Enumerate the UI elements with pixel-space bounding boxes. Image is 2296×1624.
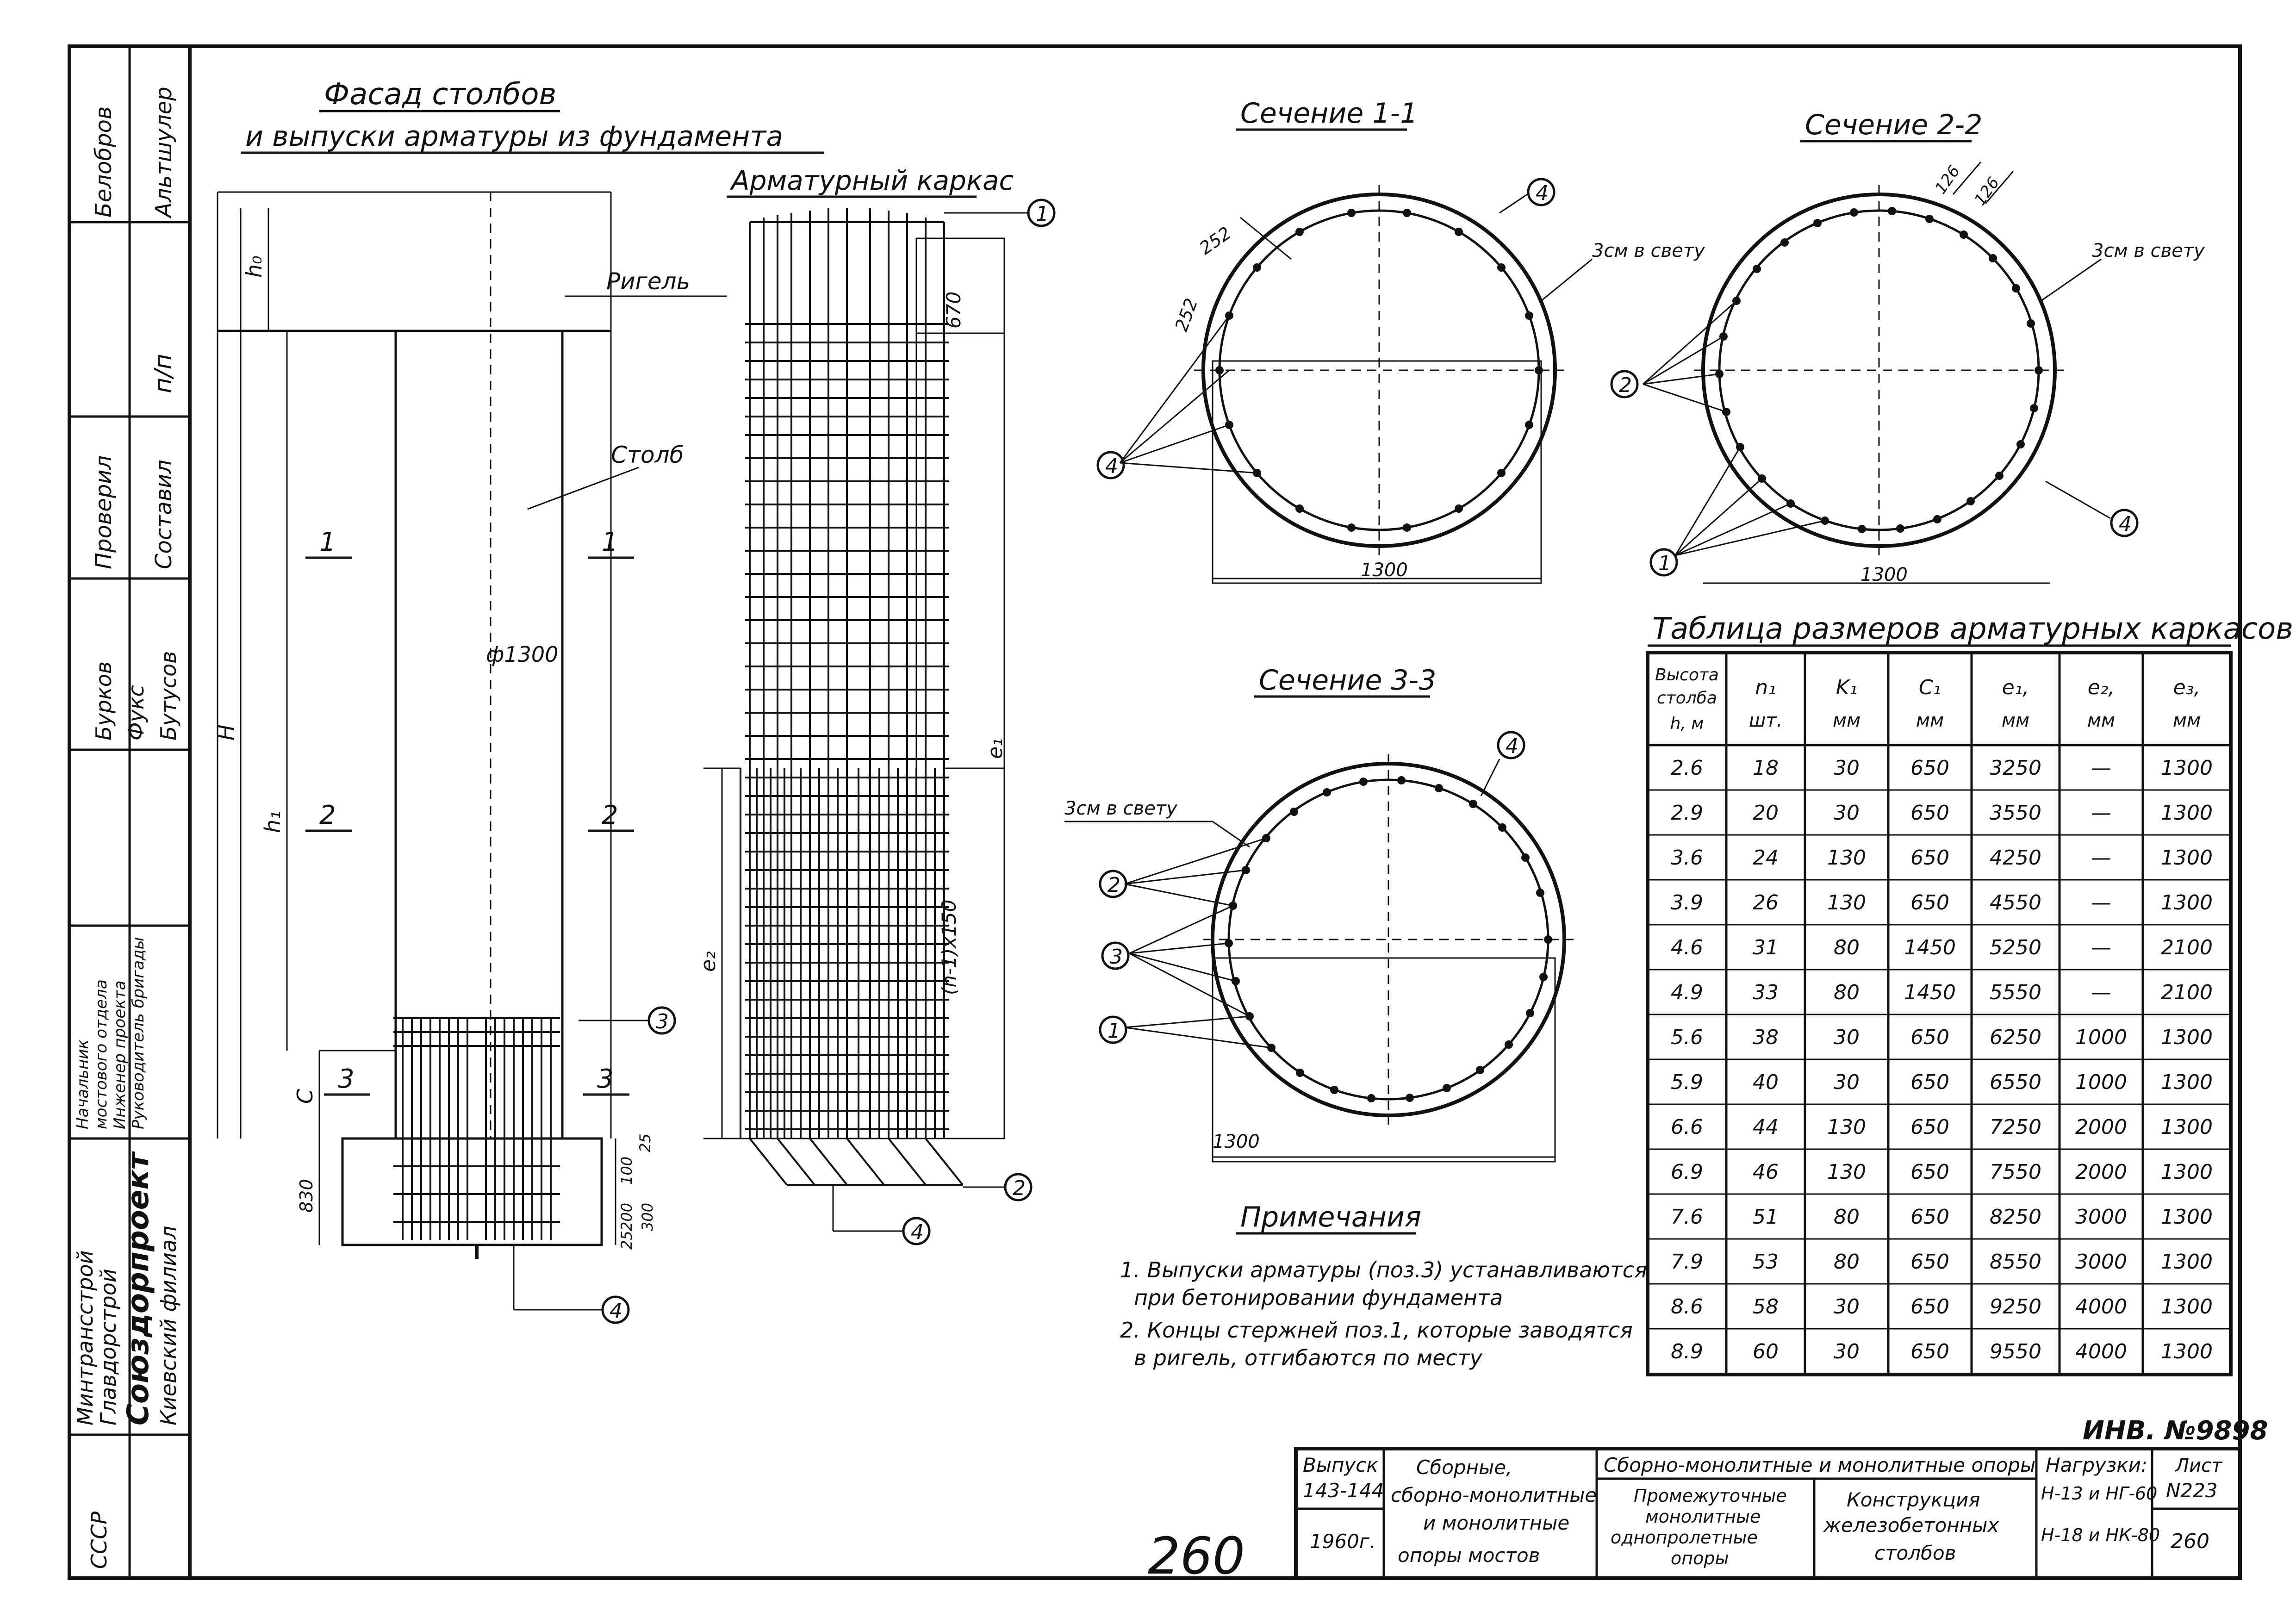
- table-cell: 80: [1834, 981, 1860, 1004]
- table-cell: —: [2091, 756, 2111, 780]
- facade-pos3: 3: [656, 1010, 669, 1033]
- section-mark-2-right: 2: [602, 800, 618, 830]
- section-mark-1-left: 1: [319, 527, 336, 557]
- tb-sheet-label: Лист: [2175, 1455, 2222, 1476]
- sec11-dim-1300: 1300: [1361, 560, 1408, 581]
- sec11-pos4-left: 4: [1105, 454, 1118, 478]
- table-cell: 5550: [1990, 981, 2041, 1004]
- sec11-pos4-top: 4: [1536, 181, 1549, 205]
- tb-sub1-l4: опоры: [1671, 1548, 1729, 1568]
- th-5-l3: мм: [2087, 710, 2116, 731]
- table-cell: 1300: [2161, 1340, 2213, 1363]
- table-cell: 60: [1753, 1340, 1779, 1363]
- stamp-c2: Составил: [151, 460, 177, 569]
- frame-dim-spacing: (n-1)x150: [938, 899, 960, 995]
- table-cell: 650: [1910, 1295, 1949, 1319]
- table-cell: 6.9: [1671, 1160, 1703, 1184]
- stamp-a2: Альтшулер: [151, 87, 177, 218]
- sec22-pos4: 4: [2119, 512, 2132, 536]
- tb-series-l4: опоры мостов: [1398, 1544, 1540, 1567]
- facade-dim-25a: 25: [636, 1133, 654, 1152]
- table-cell: 1300: [2161, 891, 2213, 915]
- stamp-e2: мостового отдела: [92, 979, 111, 1129]
- stamp-e1: Начальник: [74, 1039, 92, 1129]
- th-5-l2: e₂,: [2087, 676, 2115, 699]
- th-3-l3: мм: [1916, 710, 1944, 731]
- table-cell: 30: [1834, 1295, 1860, 1319]
- stamp-f3: Союздорпроект: [121, 1152, 156, 1425]
- frame-pos1: 1: [1036, 202, 1049, 226]
- sec11-dim-252b: 252: [1171, 295, 1202, 334]
- frame-title: Арматурный каркас: [731, 165, 1014, 196]
- table-cell: 30: [1834, 1070, 1860, 1094]
- table-cell: 58: [1753, 1295, 1779, 1319]
- tb-year: 1960г.: [1310, 1530, 1376, 1553]
- table-cell: —: [2091, 981, 2111, 1004]
- sec22-dim-126b: 126: [1971, 174, 2004, 209]
- table-cell: 1300: [2161, 1250, 2213, 1274]
- th-1-l3: шт.: [1748, 710, 1783, 731]
- table-cell: 1300: [2161, 1115, 2213, 1139]
- stamp-e3: Инженер проекта: [111, 980, 129, 1129]
- table-cell: 8.6: [1671, 1295, 1703, 1319]
- table-cell: 53: [1753, 1250, 1779, 1274]
- table-cell: 1450: [1904, 936, 1956, 959]
- th-6-l2: e₃,: [2173, 676, 2201, 699]
- table-cell: 2000: [2075, 1115, 2127, 1139]
- table-cell: 1300: [2161, 1295, 2213, 1319]
- note-1b: при бетонировании фундамента: [1134, 1285, 1503, 1310]
- table-cell: 4550: [1990, 891, 2041, 915]
- stamp-e4: Руководитель бригады: [129, 937, 148, 1129]
- table-cell: 1300: [2161, 1026, 2213, 1049]
- table-cell: 1300: [2161, 756, 2213, 780]
- facade-dim-25b: 25: [618, 1231, 635, 1250]
- table-cell: 30: [1834, 1026, 1860, 1049]
- section-2-2-title: Сечение 2-2: [1805, 109, 1983, 141]
- stamp-a1: Белобров: [91, 106, 117, 218]
- facade-dim-200: 200: [618, 1202, 635, 1231]
- table-cell: 7550: [1990, 1160, 2041, 1184]
- table-cell: 3000: [2075, 1205, 2127, 1229]
- tb-series-l3: и монолитные: [1423, 1512, 1570, 1534]
- table-cell: 20: [1753, 801, 1779, 825]
- table-cell: 1300: [2161, 801, 2213, 825]
- tb-page: 260: [2171, 1530, 2209, 1553]
- th-0-l3: h, м: [1670, 714, 1704, 733]
- table-cell: 1000: [2075, 1026, 2127, 1049]
- th-0-l1: Высота: [1655, 666, 1719, 684]
- frame-pos4: 4: [911, 1220, 924, 1244]
- table-cell: —: [2091, 891, 2111, 915]
- th-2-l2: K₁: [1836, 676, 1858, 699]
- table-cell: 30: [1834, 801, 1860, 825]
- facade-dim-h0: h₀: [242, 255, 267, 278]
- table-cell: 3.9: [1671, 891, 1703, 915]
- sec11-dim-252a: 252: [1195, 223, 1235, 259]
- rebar-cage: [703, 208, 1004, 1185]
- sec33-dim-1300: 1300: [1213, 1131, 1260, 1152]
- table-cell: 8250: [1990, 1205, 2041, 1229]
- sec33-pos1: 1: [1108, 1019, 1120, 1043]
- th-4-l2: e₁,: [2002, 676, 2029, 699]
- table-cell: 2100: [2161, 936, 2213, 959]
- section-mark-3-right: 3: [597, 1064, 614, 1094]
- table-cell: 4250: [1990, 846, 2041, 870]
- table-cell: 51: [1753, 1205, 1779, 1229]
- table-cell: 650: [1910, 1115, 1949, 1139]
- table-cell: 4.6: [1671, 936, 1703, 959]
- table-cell: 80: [1834, 936, 1860, 959]
- side-stamp: [73, 87, 181, 1569]
- table-cell: 650: [1910, 1026, 1949, 1049]
- handwritten-page-number: 260: [1148, 1526, 1245, 1586]
- sec33-pos3: 3: [1110, 945, 1123, 969]
- facade-subtitle: и выпуски арматуры из фундамента: [245, 120, 784, 153]
- note-2a: 2. Концы стержней поз.1, которые заводятся: [1120, 1318, 1633, 1343]
- table-cell: 2000: [2075, 1160, 2127, 1184]
- tb-load2: Н-18 и НК-80: [2041, 1525, 2160, 1545]
- table-cell: 2.9: [1671, 801, 1703, 825]
- table-cell: 1300: [2161, 1205, 2213, 1229]
- facade-label-rigel: Ригель: [606, 268, 691, 295]
- table-cell: 3000: [2075, 1250, 2127, 1274]
- table-cell: 1300: [2161, 1070, 2213, 1094]
- sec33-pos2: 2: [1108, 873, 1120, 897]
- table-cell: 650: [1910, 756, 1949, 780]
- table-cell: 33: [1753, 981, 1779, 1004]
- th-4-l3: мм: [2001, 710, 2030, 731]
- tb-sub2-l2: железобетонных: [1823, 1514, 1999, 1537]
- tb-sub1-l1: Промежуточные: [1634, 1486, 1787, 1506]
- tb-vypusk-value: 143-144: [1303, 1479, 1384, 1502]
- facade-dim-300: 300: [639, 1202, 656, 1231]
- table-cell: 46: [1753, 1160, 1779, 1184]
- table-cell: 38: [1753, 1026, 1779, 1049]
- table-cell: 650: [1910, 1070, 1949, 1094]
- table-cell: 6.6: [1671, 1115, 1703, 1139]
- facade-dim-h1: h₁: [260, 811, 285, 833]
- table-cell: —: [2091, 846, 2111, 870]
- facade-title: Фасад столбов: [324, 77, 557, 112]
- sec22-dim-1300: 1300: [1860, 564, 1908, 585]
- th-6-l3: мм: [2172, 710, 2201, 731]
- table-cell: 8550: [1990, 1250, 2041, 1274]
- sec22-pos2: 2: [1619, 373, 1632, 397]
- table-cell: 8.9: [1671, 1340, 1703, 1363]
- table-cell: 130: [1827, 1160, 1866, 1184]
- tb-sub2-l1: Конструкция: [1847, 1488, 1980, 1511]
- table-cell: 80: [1834, 1250, 1860, 1274]
- sec33-gap: 3см в свету: [1064, 798, 1177, 819]
- tb-sub1-l2: монолитные: [1645, 1506, 1761, 1527]
- th-0-l2: столба: [1656, 689, 1717, 708]
- section-3-3-title: Сечение 3-3: [1259, 664, 1437, 697]
- section-mark-2-left: 2: [319, 800, 336, 830]
- facade-pos4: 4: [610, 1299, 622, 1323]
- note-2b: в ригель, отгибаются по месту: [1134, 1345, 1482, 1370]
- table-cell: 7.6: [1671, 1205, 1703, 1229]
- table-cell: 3250: [1990, 756, 2041, 780]
- facade-diameter: ф1300: [486, 642, 559, 667]
- stamp-c1: Проверил: [91, 455, 117, 569]
- tb-sub2-l3: столбов: [1874, 1542, 1956, 1564]
- table-cell: 3.6: [1671, 846, 1703, 870]
- tb-sheet-no: N223: [2166, 1479, 2218, 1502]
- table-cell: 18: [1753, 756, 1779, 780]
- stamp-f1: Минтрансстрой: [73, 1250, 98, 1425]
- facade-dim-c: C: [292, 1089, 317, 1104]
- facade-dim-830: 830: [296, 1179, 317, 1213]
- table-cell: 7250: [1990, 1115, 2041, 1139]
- sec22-dim-126a: 126: [1931, 162, 1964, 198]
- table-cell: —: [2091, 801, 2111, 825]
- stamp-g1: СССР: [87, 1511, 112, 1569]
- facade-dim-100: 100: [618, 1156, 635, 1185]
- table-cell: 1450: [1904, 981, 1956, 1004]
- table-cell: 40: [1753, 1070, 1779, 1094]
- table-cell: 1300: [2161, 1160, 2213, 1184]
- outlet-bars: [393, 1018, 560, 1240]
- table-cell: 2.6: [1671, 756, 1703, 780]
- table-cell: 30: [1834, 1340, 1860, 1363]
- table-cell: 80: [1834, 1205, 1860, 1229]
- table-cell: 1300: [2161, 846, 2213, 870]
- tb-header: Сборно-монолитные и монолитные опоры: [1604, 1454, 2036, 1476]
- table-cell: 30: [1834, 756, 1860, 780]
- section-3-3: [1203, 754, 1574, 1162]
- stamp-b1: п/п: [149, 354, 177, 393]
- table-cell: 650: [1910, 891, 1949, 915]
- section-2-2: [1694, 185, 2064, 555]
- frame-dim-670: 670: [942, 291, 965, 329]
- table-cell: 9250: [1990, 1295, 2041, 1319]
- table-cell: 6550: [1990, 1070, 2041, 1094]
- stamp-d3: Бутусов: [156, 651, 181, 740]
- table-cell: 5.6: [1671, 1026, 1703, 1049]
- th-3-l2: C₁: [1918, 676, 1941, 699]
- table-cell: 650: [1910, 1205, 1949, 1229]
- tb-sub1-l3: однопролетные: [1611, 1527, 1758, 1548]
- table-cell: 4000: [2075, 1340, 2127, 1363]
- section-1-1-title: Сечение 1-1: [1240, 97, 1418, 130]
- stamp-f2: Главдорстрой: [96, 1269, 121, 1425]
- table-cell: 7.9: [1671, 1250, 1703, 1274]
- table-cell: 2100: [2161, 981, 2213, 1004]
- table-cell: 6250: [1990, 1026, 2041, 1049]
- table-cell: 5250: [1990, 936, 2041, 959]
- table-cell: 130: [1827, 1115, 1866, 1139]
- table-cell: 1000: [2075, 1070, 2127, 1094]
- th-1-l2: n₁: [1755, 676, 1776, 699]
- sec22-gap: 3см в свету: [2092, 240, 2205, 261]
- table-cell: 130: [1827, 846, 1866, 870]
- table-cell: 3550: [1990, 801, 2041, 825]
- table-cell: 650: [1910, 846, 1949, 870]
- stamp-f4: Киевский филиал: [156, 1226, 181, 1425]
- table-cell: 650: [1910, 801, 1949, 825]
- sec33-pos4: 4: [1506, 734, 1518, 758]
- sec22-pos1: 1: [1658, 552, 1671, 575]
- frame-dim-e2: e₂: [697, 951, 720, 972]
- table-cell: 650: [1910, 1250, 1949, 1274]
- tb-vypusk-label: Выпуск: [1303, 1454, 1378, 1476]
- facade-dim-h: H: [214, 724, 239, 740]
- table-cell: 130: [1827, 891, 1866, 915]
- tb-load-label: Нагрузки:: [2046, 1454, 2148, 1476]
- table-cell: 650: [1910, 1340, 1949, 1363]
- section-mark-3-left: 3: [338, 1064, 355, 1094]
- foundation-block: [342, 1139, 602, 1245]
- table-cell: 4.9: [1671, 981, 1703, 1004]
- th-2-l3: мм: [1832, 710, 1861, 731]
- inventory-number: ИНВ. №9898: [2083, 1416, 2268, 1446]
- table-cell: 44: [1753, 1115, 1779, 1139]
- section-1-1: [1194, 185, 1564, 583]
- table-cell: 24: [1753, 846, 1779, 870]
- facade-label-stolb: Столб: [611, 442, 684, 468]
- table-cell: 31: [1753, 936, 1779, 959]
- table-cell: 5.9: [1671, 1070, 1703, 1094]
- tb-series-l2: сборно-монолитные: [1391, 1484, 1597, 1506]
- notes-title: Примечания: [1240, 1201, 1421, 1233]
- table-cell: 26: [1753, 891, 1779, 915]
- table-cell: 4000: [2075, 1295, 2127, 1319]
- facade-drawing: [214, 192, 727, 1323]
- sec11-gap: 3см в свету: [1592, 240, 1705, 261]
- note-1a: 1. Выпуски арматуры (поз.3) устанавливаются: [1120, 1257, 1647, 1282]
- table-cell: —: [2091, 936, 2111, 959]
- table-cell: 9550: [1990, 1340, 2041, 1363]
- frame-dim-e1: e₁: [983, 738, 1007, 759]
- table-cell: 650: [1910, 1160, 1949, 1184]
- stamp-d1: Бурков: [91, 661, 116, 740]
- stamp-d2: Фукс: [124, 685, 149, 740]
- table-title: Таблица размеров арматурных каркасов: [1652, 612, 2293, 646]
- frame-pos2: 2: [1013, 1176, 1026, 1200]
- tb-load1: Н-13 и НГ-60: [2041, 1483, 2158, 1504]
- tb-series-l1: Сборные,: [1416, 1456, 1512, 1479]
- section-mark-1-right: 1: [602, 527, 618, 557]
- table-header: [1655, 666, 2201, 733]
